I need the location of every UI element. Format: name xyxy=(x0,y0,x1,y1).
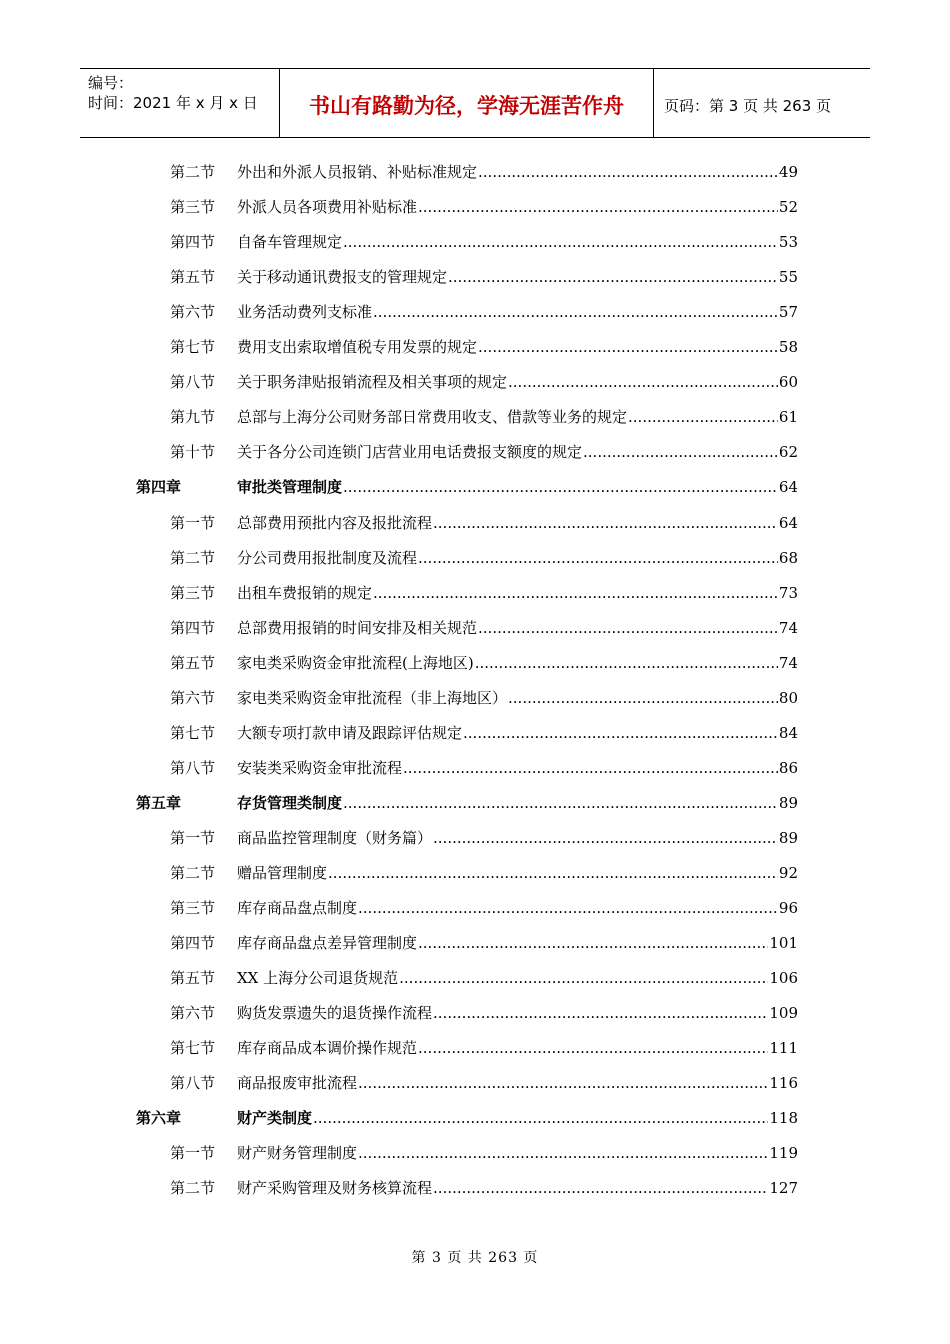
toc-entry-title: 家电类采购资金审批流程(上海地区) xyxy=(237,653,474,672)
toc-entry-page: 62 xyxy=(778,443,798,462)
toc-entry-title: 自备车管理规定 xyxy=(237,233,343,252)
toc-entry-page: 60 xyxy=(778,373,798,392)
toc-entry-page: 119 xyxy=(769,1144,798,1163)
toc-dot-leader xyxy=(433,1001,768,1025)
toc-section-row[interactable] xyxy=(0,265,950,289)
toc-entry-page: 52 xyxy=(778,198,798,217)
toc-section-row[interactable] xyxy=(0,335,950,359)
toc-section-row[interactable] xyxy=(0,896,950,920)
toc-entry xyxy=(237,1106,798,1130)
toc-entry-number: 第四章 xyxy=(136,478,182,497)
toc-dot-leader xyxy=(343,791,778,815)
toc-entry-title: 商品报废审批流程 xyxy=(237,1074,358,1093)
toc-dot-leader xyxy=(508,686,778,710)
toc-entry-title: 出租车费报销的规定 xyxy=(237,583,373,602)
toc-entry xyxy=(237,896,798,920)
toc-entry xyxy=(237,1176,798,1200)
toc-dot-leader xyxy=(478,335,778,359)
toc-dot-leader xyxy=(478,616,778,640)
toc-dot-leader xyxy=(343,475,778,499)
toc-entry-title: 关于各分公司连锁门店营业用电话费报支额度的规定 xyxy=(237,443,583,462)
toc-entry-page: 89 xyxy=(778,828,798,847)
toc-entry-number: 第八节 xyxy=(170,373,216,392)
toc-entry-number: 第五节 xyxy=(170,268,216,287)
toc-entry-number: 第六节 xyxy=(170,1004,216,1023)
toc-section-row[interactable] xyxy=(0,931,950,955)
document-code-label: 编号： xyxy=(88,74,134,92)
toc-entry-page: 74 xyxy=(778,653,798,672)
toc-entry-number: 第七节 xyxy=(170,1039,216,1058)
toc-entry-title: 总部费用预批内容及报批流程 xyxy=(237,513,433,532)
toc-dot-leader xyxy=(358,1071,768,1095)
toc-entry xyxy=(237,440,798,464)
toc-entry-number: 第八节 xyxy=(170,758,216,777)
toc-section-row[interactable] xyxy=(0,1071,950,1095)
toc-entry-page: 64 xyxy=(778,478,798,497)
toc-section-row[interactable] xyxy=(0,440,950,464)
toc-entry-number: 第一节 xyxy=(170,513,216,532)
toc-entry-page: 55 xyxy=(778,268,798,287)
toc-dot-leader xyxy=(433,511,778,535)
toc-dot-leader xyxy=(343,230,778,254)
toc-entry-page: 68 xyxy=(778,548,798,567)
toc-dot-leader xyxy=(418,195,778,219)
document-date: 时间：2021 年 x 月 x 日 xyxy=(88,94,258,112)
toc-section-row[interactable] xyxy=(0,721,950,745)
toc-entry-title: 关于职务津贴报销流程及相关事项的规定 xyxy=(237,373,508,392)
page-header xyxy=(80,68,870,138)
toc-entry xyxy=(237,335,798,359)
toc-entry xyxy=(237,546,798,570)
toc-section-row[interactable] xyxy=(0,160,950,184)
toc-entry xyxy=(237,721,798,745)
toc-entry-title: 业务活动费列支标准 xyxy=(237,303,373,322)
toc-entry-title: 分公司费用报批制度及流程 xyxy=(237,548,418,567)
toc-entry-number: 第五节 xyxy=(170,969,216,988)
toc-entry-title: 商品监控管理制度（财务篇） xyxy=(237,828,433,847)
toc-entry-number: 第二节 xyxy=(170,548,216,567)
toc-entry xyxy=(237,405,798,429)
toc-entry xyxy=(237,300,798,324)
toc-entry-title: 购货发票遗失的退货操作流程 xyxy=(237,1004,433,1023)
toc-entry-page: 86 xyxy=(778,758,798,777)
toc-entry-title: 大额专项打款申请及跟踪评估规定 xyxy=(237,723,463,742)
toc-entry xyxy=(237,265,798,289)
toc-entry-title: 外派人员各项费用补贴标准 xyxy=(237,198,418,217)
toc-entry xyxy=(237,966,798,990)
toc-entry-page: 111 xyxy=(769,1039,798,1058)
toc-entry-title: 总部费用报销的时间安排及相关规范 xyxy=(237,618,478,637)
toc-entry-number: 第八节 xyxy=(170,1074,216,1093)
toc-section-row[interactable] xyxy=(0,405,950,429)
toc-section-row[interactable] xyxy=(0,1176,950,1200)
toc-entry-number: 第六章 xyxy=(136,1109,182,1128)
toc-entry-title: 财产类制度 xyxy=(237,1109,313,1128)
toc-entry-title: 库存商品盘点差异管理制度 xyxy=(237,934,418,953)
toc-dot-leader xyxy=(418,931,768,955)
toc-entry xyxy=(237,616,798,640)
toc-section-row[interactable] xyxy=(0,511,950,535)
toc-entry-number: 第三节 xyxy=(170,583,216,602)
toc-entry-number: 第四节 xyxy=(170,934,216,953)
toc-section-row[interactable] xyxy=(0,756,950,780)
toc-entry xyxy=(237,160,798,184)
toc-entry-page: 116 xyxy=(769,1074,798,1093)
toc-entry xyxy=(237,861,798,885)
toc-entry-title: 库存商品成本调价操作规范 xyxy=(237,1039,418,1058)
toc-entry-title: 财产采购管理及财务核算流程 xyxy=(237,1179,433,1198)
toc-dot-leader xyxy=(628,405,778,429)
toc-section-row[interactable] xyxy=(0,826,950,850)
toc-section-row[interactable] xyxy=(0,861,950,885)
toc-entry-title: 库存商品盘点制度 xyxy=(237,899,358,918)
toc-section-row[interactable] xyxy=(0,651,950,675)
toc-entry xyxy=(237,195,798,219)
toc-chapter-row[interactable] xyxy=(0,1106,950,1130)
toc-entry-title: 总部与上海分公司财务部日常费用收支、借款等业务的规定 xyxy=(237,408,628,427)
toc-dot-leader xyxy=(463,721,778,745)
toc-section-row[interactable] xyxy=(0,1001,950,1025)
toc-dot-leader xyxy=(373,581,778,605)
toc-entry-number: 第十节 xyxy=(170,443,216,462)
toc-entry-title: 审批类管理制度 xyxy=(237,478,343,497)
toc-entry-title: 费用支出索取增值税专用发票的规定 xyxy=(237,338,478,357)
toc-entry xyxy=(237,791,798,815)
toc-entry-title: 赠品管理制度 xyxy=(237,864,328,882)
toc-entry-number: 第二节 xyxy=(170,163,216,181)
toc-entry-page: 64 xyxy=(778,513,798,532)
toc-dot-leader xyxy=(433,1176,768,1200)
toc-dot-leader xyxy=(418,1036,768,1060)
toc-dot-leader xyxy=(358,896,778,920)
toc-entry-number: 第五节 xyxy=(170,653,216,672)
toc-entry xyxy=(237,1001,798,1025)
toc-entry-page: 92 xyxy=(778,864,798,882)
toc-entry-title: XX 上海分公司退货规范 xyxy=(237,969,399,988)
toc-entry-page: 80 xyxy=(778,688,798,707)
toc-entry-page: 61 xyxy=(778,408,798,427)
toc-entry-page: 109 xyxy=(769,1004,798,1023)
toc-entry-page: 57 xyxy=(778,303,798,322)
toc-dot-leader xyxy=(433,826,778,850)
toc-section-row[interactable] xyxy=(0,1141,950,1165)
toc-entry-title: 财产财务管理制度 xyxy=(237,1144,358,1163)
toc-dot-leader xyxy=(403,756,778,780)
toc-entry xyxy=(237,651,798,675)
toc-entry-number: 第四节 xyxy=(170,618,216,637)
toc-dot-leader xyxy=(478,160,778,184)
toc-dot-leader xyxy=(358,1141,768,1165)
header-motto: 书山有路勤为径，学海无涯苦作舟 xyxy=(280,69,654,137)
toc-dot-leader xyxy=(373,300,778,324)
toc-entry-number: 第九节 xyxy=(170,408,216,427)
toc-entry xyxy=(237,230,798,254)
toc-entry-page: 101 xyxy=(769,934,798,953)
toc-entry xyxy=(237,511,798,535)
toc-entry-title: 存货管理类制度 xyxy=(237,793,343,812)
toc-entry-number: 第一节 xyxy=(170,1144,216,1163)
toc-dot-leader xyxy=(328,861,778,885)
header-meta xyxy=(80,69,280,137)
toc-entry xyxy=(237,581,798,605)
toc-chapter-row[interactable] xyxy=(0,791,950,815)
toc-dot-leader xyxy=(418,546,778,570)
toc-dot-leader xyxy=(475,651,778,675)
toc-entry-number: 第二节 xyxy=(170,864,216,882)
toc-entry xyxy=(237,686,798,710)
toc-entry-number: 第六节 xyxy=(170,303,216,322)
toc-section-row[interactable] xyxy=(0,1036,950,1060)
toc-entry xyxy=(237,475,798,499)
toc-chapter-row[interactable] xyxy=(0,475,950,499)
toc-entry xyxy=(237,1141,798,1165)
toc-entry-number: 第三节 xyxy=(170,198,216,217)
toc-entry-page: 74 xyxy=(778,618,798,637)
toc-dot-leader xyxy=(448,265,778,289)
toc-section-row[interactable] xyxy=(0,370,950,394)
toc-section-row[interactable] xyxy=(0,966,950,990)
toc-section-row[interactable] xyxy=(0,195,950,219)
toc-entry xyxy=(237,931,798,955)
toc-entry xyxy=(237,1036,798,1060)
toc-section-row[interactable] xyxy=(0,230,950,254)
toc-entry xyxy=(237,756,798,780)
toc-section-row[interactable] xyxy=(0,581,950,605)
toc-dot-leader xyxy=(313,1106,768,1130)
toc-entry xyxy=(237,826,798,850)
toc-entry-number: 第二节 xyxy=(170,1179,216,1198)
toc-section-row[interactable] xyxy=(0,300,950,324)
toc-entry xyxy=(237,1071,798,1095)
header-page-info: 页码：第 3 页 共 263 页 xyxy=(664,96,832,115)
toc-entry-page: 118 xyxy=(769,1109,798,1128)
toc-entry-number: 第六节 xyxy=(170,688,216,707)
toc-entry-number: 第五章 xyxy=(136,793,182,812)
toc-entry-page: 84 xyxy=(778,723,798,742)
toc-dot-leader xyxy=(399,966,768,990)
toc-entry-title: 家电类采购资金审批流程（非上海地区） xyxy=(237,688,508,707)
toc-entry-page: 58 xyxy=(778,338,798,357)
toc-entry-number: 第七节 xyxy=(170,338,216,357)
toc-entry-page: 127 xyxy=(769,1179,798,1198)
toc-entry-page: 96 xyxy=(778,899,798,918)
toc-entry-page: 89 xyxy=(778,793,798,812)
toc-entry-page: 49 xyxy=(778,163,798,181)
toc-entry-page: 106 xyxy=(769,969,798,988)
toc-entry-number: 第三节 xyxy=(170,899,216,918)
toc-entry xyxy=(237,370,798,394)
toc-section-row[interactable] xyxy=(0,546,950,570)
toc-entry-number: 第一节 xyxy=(170,828,216,847)
toc-entry-title: 外出和外派人员报销、补贴标准规定 xyxy=(237,163,478,181)
toc-entry-page: 53 xyxy=(778,233,798,252)
toc-entry-page: 73 xyxy=(778,583,798,602)
toc-entry-title: 关于移动通讯费报支的管理规定 xyxy=(237,268,448,287)
toc-entry-number: 第七节 xyxy=(170,723,216,742)
toc-dot-leader xyxy=(508,370,778,394)
toc-entry-number: 第四节 xyxy=(170,233,216,252)
toc-section-row[interactable] xyxy=(0,686,950,710)
toc-section-row[interactable] xyxy=(0,616,950,640)
toc-entry-title: 安装类采购资金审批流程 xyxy=(237,758,403,777)
toc-dot-leader xyxy=(583,440,778,464)
page-footer: 第 3 页 共 263 页 xyxy=(411,1250,539,1266)
